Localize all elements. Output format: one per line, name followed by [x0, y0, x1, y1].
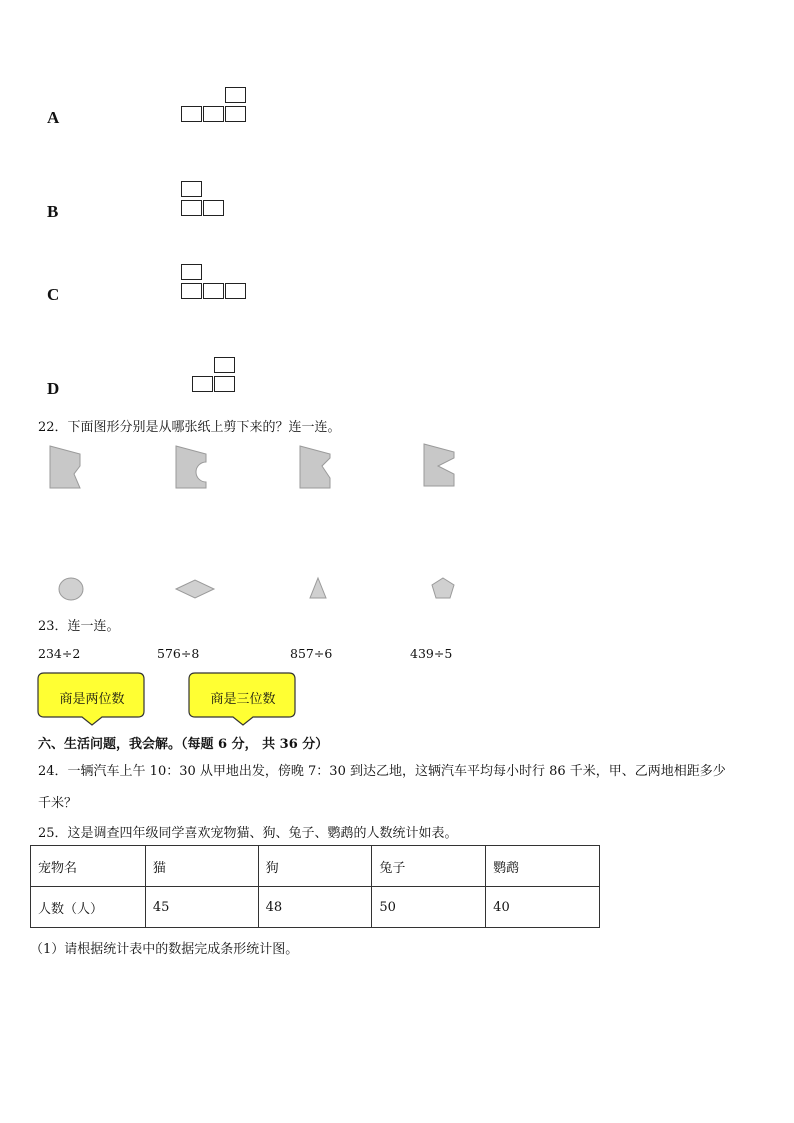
question-24-line2: 千米？	[38, 796, 78, 811]
paper-shape-rhombus-cut	[424, 444, 454, 486]
square-cell	[225, 87, 246, 103]
cut-paper-1	[46, 444, 84, 490]
option-d-label: D	[47, 379, 60, 398]
pet-statistics-table	[30, 845, 600, 928]
bubble-three-digit-label: 商是三位数	[210, 692, 276, 707]
square-cell	[214, 376, 235, 392]
table-row	[31, 887, 600, 928]
table-cell: 45	[145, 887, 258, 928]
table-cell: 48	[258, 887, 372, 928]
square-cell	[181, 181, 202, 197]
table-cell: 狗	[258, 846, 372, 887]
expression-3: 857÷6	[290, 646, 333, 661]
option-d-figure	[192, 357, 240, 395]
shape-pentagon	[430, 576, 456, 600]
option-c-label: C	[47, 285, 60, 304]
table-cell: 50	[372, 887, 486, 928]
table-row	[31, 846, 600, 887]
shape-circle	[56, 576, 86, 602]
square-cell	[214, 357, 235, 373]
option-b-figure	[181, 181, 229, 219]
triangle-shape	[310, 578, 326, 598]
table-cell: 鹦鹉	[486, 846, 600, 887]
option-a-label: A	[47, 108, 60, 127]
paper-shape-pentagon-cut	[300, 446, 330, 488]
pentagon-shape	[432, 578, 454, 598]
option-b-label: B	[47, 202, 59, 221]
shape-triangle	[308, 576, 328, 600]
question-22-text: 22．下面图形分别是从哪张纸上剪下来的？连一连。	[38, 420, 341, 435]
table-cell: 人数（人）	[31, 887, 146, 928]
square-cell	[203, 283, 224, 299]
square-cell	[225, 283, 246, 299]
square-cell	[192, 376, 213, 392]
option-a-figure	[181, 87, 251, 125]
circle-shape	[59, 578, 83, 600]
question-25-sub1: （1）请根据统计表中的数据完成条形统计图。	[30, 942, 299, 957]
option-c-figure	[181, 264, 251, 302]
square-cell	[181, 283, 202, 299]
shape-rhombus	[174, 578, 216, 600]
square-cell	[181, 106, 202, 122]
question-23-text: 23．连一连。	[38, 619, 120, 634]
cut-paper-2	[172, 444, 210, 490]
cut-paper-3	[296, 444, 334, 490]
paper-shape-circle-cut	[176, 446, 206, 488]
square-cell	[203, 106, 224, 122]
table-cell: 兔子	[372, 846, 486, 887]
expression-2: 576÷8	[157, 646, 200, 661]
square-cell	[181, 264, 202, 280]
cut-paper-4	[420, 442, 458, 488]
section-6-heading: 六、生活问题，我会解。（每题 6 分， 共 36 分）	[38, 737, 329, 752]
square-cell	[203, 200, 224, 216]
question-24-line1: 24．一辆汽车上午 10：30 从甲地出发，傍晚 7：30 到达乙地，这辆汽车平均每小时行 86 千米，甲、乙两地相距多少	[38, 764, 726, 779]
table-cell: 40	[486, 887, 600, 928]
rhombus-shape	[176, 580, 214, 598]
question-25-text: 25．这是调查四年级同学喜欢宠物猫、狗、兔子、鹦鹉的人数统计如表。	[38, 826, 458, 841]
square-cell	[181, 200, 202, 216]
paper-shape-triangle-cut	[50, 446, 80, 488]
table-cell: 宠物名	[31, 846, 146, 887]
table-cell: 猫	[145, 846, 258, 887]
expression-4: 439÷5	[410, 646, 453, 661]
expression-1: 234÷2	[38, 646, 81, 661]
bubble-two-digit-label: 商是两位数	[59, 692, 125, 707]
square-cell	[225, 106, 246, 122]
